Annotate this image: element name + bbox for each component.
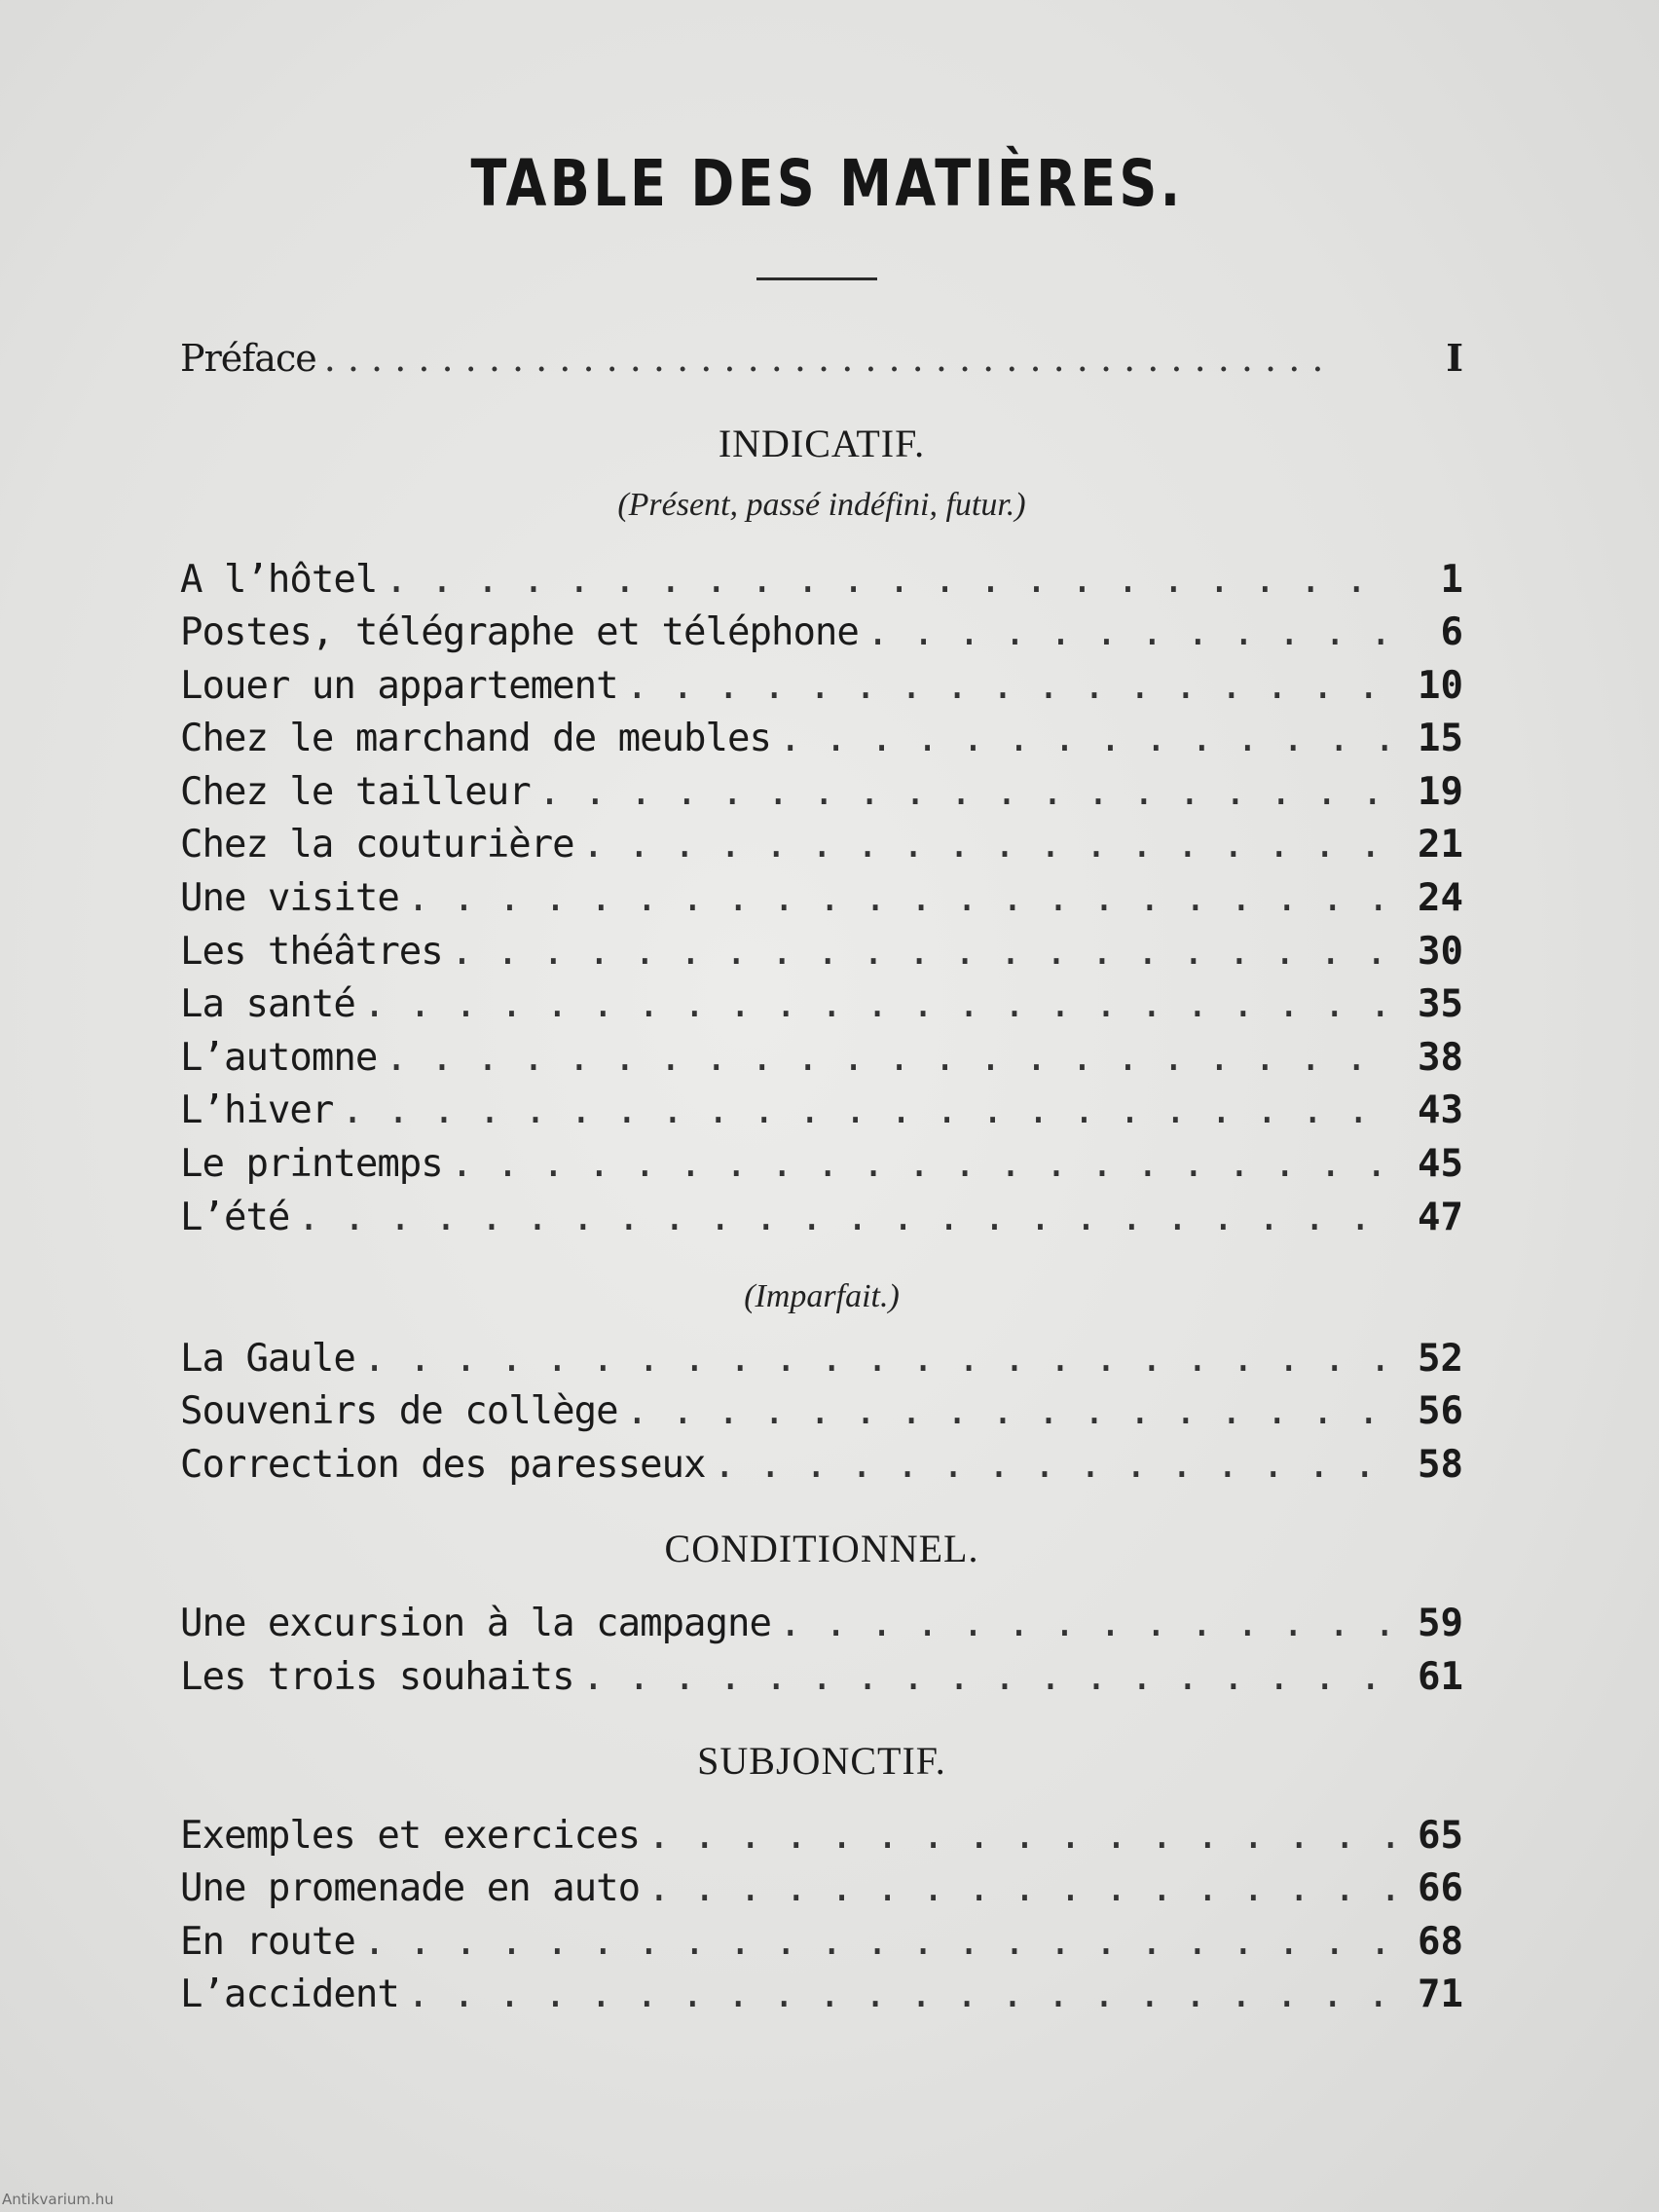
toc-entry-label: L’été xyxy=(180,1196,290,1239)
toc-entry-page: 30 xyxy=(1418,930,1463,974)
toc-leader-dots xyxy=(647,1814,1393,1858)
toc-leader-dots xyxy=(714,1443,1393,1487)
toc-entry xyxy=(180,610,1463,663)
toc-entry xyxy=(180,982,1463,1035)
toc-entry xyxy=(180,1655,1463,1708)
toc-entry-label: Préface xyxy=(180,337,316,380)
toc-leader-dots xyxy=(451,1142,1393,1186)
toc-entry-page: 59 xyxy=(1418,1602,1463,1645)
toc-leader-dots xyxy=(451,930,1393,974)
toc-entry-label: Souvenirs de collège xyxy=(180,1389,618,1433)
toc-entry-page: 43 xyxy=(1418,1088,1463,1132)
toc-entry-page: 58 xyxy=(1418,1443,1463,1487)
section-subheading-indicatif: (Présent, passé indéfini, futur.) xyxy=(617,487,1026,523)
toc-leader-dots xyxy=(866,610,1393,654)
toc-entry-page: 65 xyxy=(1418,1814,1463,1858)
toc-entry-page: 56 xyxy=(1418,1389,1463,1433)
toc-entry-label: En route xyxy=(180,1920,355,1964)
toc-entry-label: Le printemps xyxy=(180,1142,443,1186)
toc-entry xyxy=(180,1337,1463,1389)
toc-entry-page: 71 xyxy=(1418,1972,1463,2016)
toc-entry xyxy=(180,1814,1463,1866)
toc-leader-dots xyxy=(626,1389,1393,1433)
toc-entry-label: A l’hôtel xyxy=(180,558,378,602)
toc-entry xyxy=(180,1036,1463,1088)
toc-entry xyxy=(180,770,1463,823)
section-subheading-imparfait: (Imparfait.) xyxy=(744,1278,900,1314)
toc-entry-label: Une excursion à la campagne xyxy=(180,1602,771,1645)
toc-entry-page: 24 xyxy=(1418,876,1463,920)
page-title: TABLE DES MATIÈRES. xyxy=(470,146,1184,221)
toc-entry-label: Louer un appartement xyxy=(180,664,618,708)
toc-leader-dots xyxy=(297,1196,1393,1239)
toc-entry xyxy=(180,1196,1463,1248)
toc-entry-page: 38 xyxy=(1418,1036,1463,1080)
toc-leader-dots xyxy=(407,1972,1393,2016)
toc-entry xyxy=(180,664,1463,717)
toc-entry-preface xyxy=(180,336,1463,388)
toc-entry-page: 15 xyxy=(1418,717,1463,760)
toc-leader-dots xyxy=(779,717,1393,760)
toc-entry-page: 21 xyxy=(1418,823,1463,866)
toc-entry-page: 6 xyxy=(1440,610,1463,654)
toc-leader-dots xyxy=(385,558,1393,602)
toc-leader-dots xyxy=(363,1337,1393,1381)
toc-entry-label: Les trois souhaits xyxy=(180,1655,574,1699)
toc-leader-dots xyxy=(582,823,1393,866)
toc-entry-label: L’automne xyxy=(180,1036,378,1080)
toc-leader-dots xyxy=(407,876,1393,920)
toc-entry xyxy=(180,930,1463,982)
toc-entry-page: 1 xyxy=(1440,558,1463,602)
toc-entry xyxy=(180,1972,1463,2025)
toc-entry-label: Exemples et exercices xyxy=(180,1814,641,1858)
toc-entry-label: Postes, télégraphe et téléphone xyxy=(180,610,859,654)
toc-entry xyxy=(180,1088,1463,1141)
toc-entry xyxy=(180,717,1463,769)
section-heading-conditionnel: CONDITIONNEL. xyxy=(664,1527,979,1570)
toc-leader-dots xyxy=(582,1655,1393,1699)
toc-entry-label: Correction des paresseux xyxy=(180,1443,706,1487)
watermark: Antikvarium.hu xyxy=(2,2191,114,2208)
toc-entry-label: Chez le tailleur xyxy=(180,770,531,814)
toc-leader-dots xyxy=(647,1866,1393,1910)
toc-entry xyxy=(180,1142,1463,1195)
toc-entry xyxy=(180,1602,1463,1654)
toc-leader-dots xyxy=(363,982,1393,1026)
toc-entry xyxy=(180,1920,1463,1972)
toc-leader-dots xyxy=(324,337,1393,380)
toc-entry-label: Chez la couturière xyxy=(180,823,574,866)
toc-leader-dots xyxy=(538,770,1393,814)
toc-entry-page: 19 xyxy=(1418,770,1463,814)
toc-entry-label: L’accident xyxy=(180,1972,399,2016)
section-heading-subjonctif: SUBJONCTIF. xyxy=(697,1739,946,1783)
toc-leader-dots xyxy=(779,1602,1393,1645)
toc-entry-page: 10 xyxy=(1418,664,1463,708)
toc-entry-page: I xyxy=(1446,336,1463,380)
toc-leader-dots xyxy=(626,664,1393,708)
toc-entry-label: Une promenade en auto xyxy=(180,1866,641,1910)
toc-entry-page: 47 xyxy=(1418,1196,1463,1239)
toc-entry xyxy=(180,823,1463,875)
toc-entry-page: 52 xyxy=(1418,1337,1463,1381)
toc-entry-label: L’hiver xyxy=(180,1088,334,1132)
toc-entry-page: 61 xyxy=(1418,1655,1463,1699)
section-heading-indicatif: INDICATIF. xyxy=(718,422,926,465)
toc-entry-label: Une visite xyxy=(180,876,399,920)
toc-entry-label: Les théâtres xyxy=(180,930,443,974)
toc-entry xyxy=(180,558,1463,610)
toc-entry-page: 45 xyxy=(1418,1142,1463,1186)
toc-entry xyxy=(180,1866,1463,1919)
toc-entry-label: La Gaule xyxy=(180,1337,355,1381)
toc-entry-page: 68 xyxy=(1418,1920,1463,1964)
title-rule xyxy=(756,277,877,280)
toc-leader-dots xyxy=(341,1088,1393,1132)
toc-entry-label: La santé xyxy=(180,982,355,1026)
toc-leader-dots xyxy=(363,1920,1393,1964)
toc-leader-dots xyxy=(385,1036,1393,1080)
toc-entry xyxy=(180,1389,1463,1442)
toc-entry-label: Chez le marchand de meubles xyxy=(180,717,771,760)
toc-entry-page: 66 xyxy=(1418,1866,1463,1910)
toc-entry xyxy=(180,876,1463,929)
toc-entry xyxy=(180,1443,1463,1495)
toc-entry-page: 35 xyxy=(1418,982,1463,1026)
